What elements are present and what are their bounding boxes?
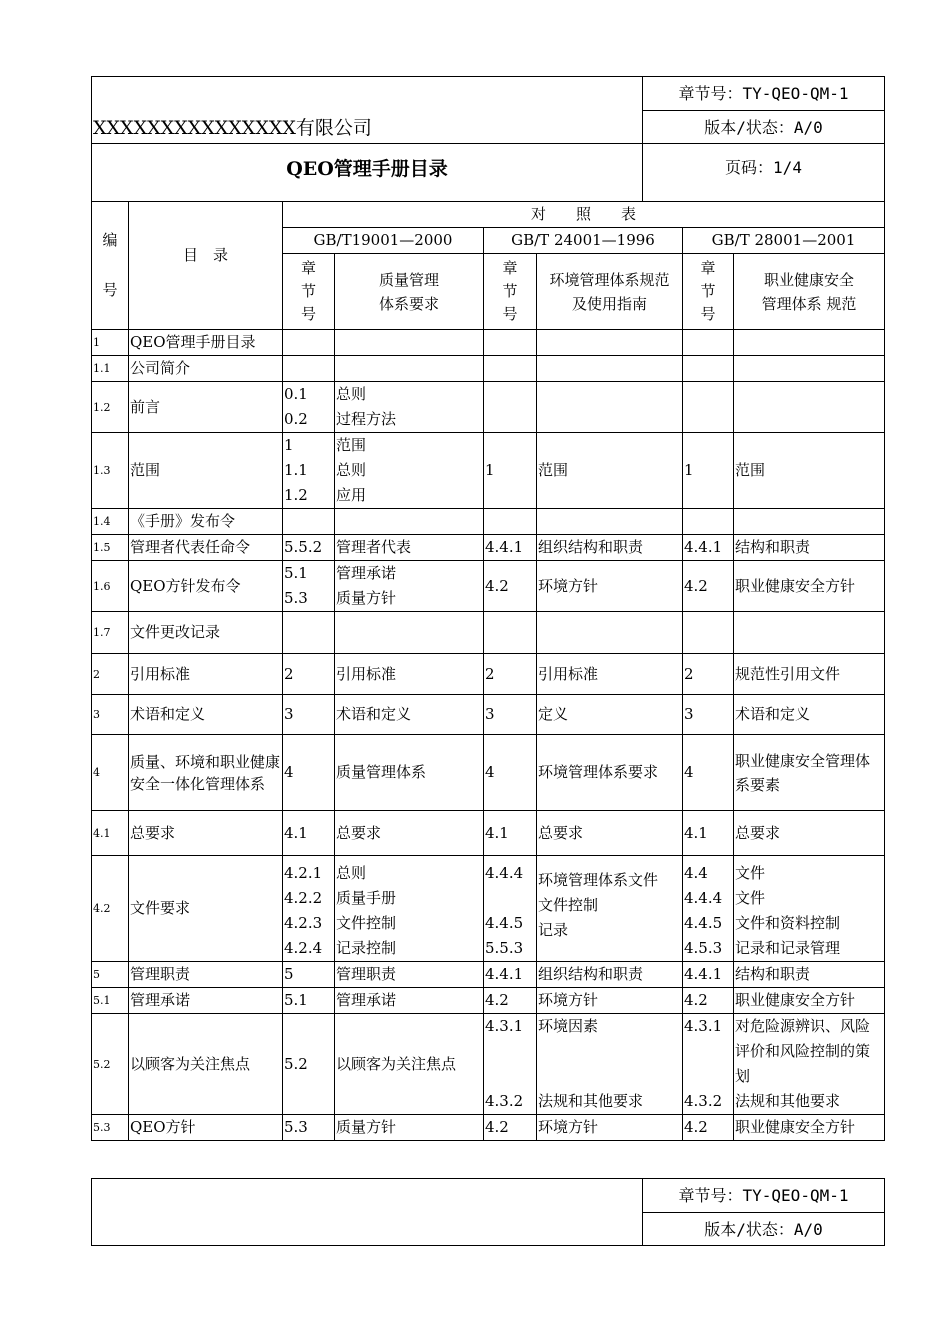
env-requirement bbox=[537, 509, 683, 535]
ohs-requirement: 结构和职责 bbox=[734, 535, 885, 561]
quality-chapter bbox=[283, 509, 335, 535]
row-title: 管理者代表任命令 bbox=[129, 535, 283, 561]
quality-requirement: 总要求 bbox=[335, 811, 484, 856]
column-header-ohs-req: 职业健康安全 管理体系 规范 bbox=[734, 254, 885, 330]
quality-chapter: 5.1 bbox=[283, 988, 335, 1014]
table-row bbox=[92, 735, 885, 811]
table-row bbox=[92, 811, 885, 856]
row-number: 4 bbox=[92, 735, 129, 811]
ohs-requirement: 对危险源辨识、风险评价和风险控制的策划 法规和其他要求 bbox=[734, 1014, 885, 1115]
column-header-chapter-e: 章 节 号 bbox=[484, 254, 537, 330]
row-title: QEO方针 bbox=[129, 1115, 283, 1141]
header-table bbox=[91, 76, 885, 202]
column-header-quality-req: 质量管理 体系要求 bbox=[335, 254, 484, 330]
table-row bbox=[92, 356, 885, 382]
row-number: 1.7 bbox=[92, 612, 129, 654]
company-name: XXXXXXXXXXXXXXX有限公司 bbox=[92, 77, 643, 144]
row-title: 引用标准 bbox=[129, 654, 283, 695]
footer-version-status: 版本/状态：A/0 bbox=[643, 1213, 885, 1246]
env-requirement: 组织结构和职责 bbox=[537, 962, 683, 988]
table-row bbox=[92, 1014, 885, 1115]
ohs-chapter: 4.2 bbox=[683, 1115, 734, 1141]
env-requirement: 环境管理体系要求 bbox=[537, 735, 683, 811]
row-title: 管理承诺 bbox=[129, 988, 283, 1014]
quality-requirement: 管理承诺 质量方针 bbox=[335, 561, 484, 612]
ohs-requirement bbox=[734, 612, 885, 654]
env-requirement: 环境管理体系文件 文件控制 记录 bbox=[537, 856, 683, 962]
env-chapter bbox=[484, 509, 537, 535]
quality-chapter: 2 bbox=[283, 654, 335, 695]
ohs-chapter bbox=[683, 356, 734, 382]
row-number: 1.2 bbox=[92, 382, 129, 433]
quality-chapter: 0.1 0.2 bbox=[283, 382, 335, 433]
ohs-chapter: 4.2 bbox=[683, 561, 734, 612]
env-chapter: 4 bbox=[484, 735, 537, 811]
ohs-requirement bbox=[734, 330, 885, 356]
row-number: 3 bbox=[92, 695, 129, 735]
quality-chapter: 5.2 bbox=[283, 1014, 335, 1115]
ohs-requirement: 职业健康安全方针 bbox=[734, 988, 885, 1014]
quality-chapter: 5 bbox=[283, 962, 335, 988]
table-row bbox=[92, 330, 885, 356]
row-title: 管理职责 bbox=[129, 962, 283, 988]
row-title: 以顾客为关注焦点 bbox=[129, 1014, 283, 1115]
env-requirement: 总要求 bbox=[537, 811, 683, 856]
column-header-chapter-o: 章 节 号 bbox=[683, 254, 734, 330]
quality-chapter: 5.3 bbox=[283, 1115, 335, 1141]
table-row bbox=[92, 433, 885, 509]
quality-chapter: 3 bbox=[283, 695, 335, 735]
ohs-requirement bbox=[734, 382, 885, 433]
quality-requirement bbox=[335, 612, 484, 654]
column-header-no: 编 号 bbox=[92, 202, 129, 330]
env-chapter bbox=[484, 382, 537, 433]
row-number: 4.2 bbox=[92, 856, 129, 962]
row-title: QEO方针发布令 bbox=[129, 561, 283, 612]
ohs-requirement: 职业健康安全方针 bbox=[734, 1115, 885, 1141]
quality-requirement bbox=[335, 356, 484, 382]
row-title: QEO管理手册目录 bbox=[129, 330, 283, 356]
page-title: QEO管理手册目录 bbox=[92, 144, 643, 202]
env-chapter: 4.2 bbox=[484, 1115, 537, 1141]
ohs-chapter bbox=[683, 330, 734, 356]
quality-requirement: 总则 质量手册 文件控制 记录控制 bbox=[335, 856, 484, 962]
quality-requirement: 质量方针 bbox=[335, 1115, 484, 1141]
chapter-number: 章节号：TY-QEO-QM-1 bbox=[643, 77, 885, 111]
row-number: 5.3 bbox=[92, 1115, 129, 1141]
row-number: 5.2 bbox=[92, 1014, 129, 1115]
env-chapter: 4.3.1 4.3.2 bbox=[484, 1014, 537, 1115]
row-title: 文件更改记录 bbox=[129, 612, 283, 654]
row-number: 2 bbox=[92, 654, 129, 695]
quality-chapter bbox=[283, 330, 335, 356]
ohs-chapter bbox=[683, 612, 734, 654]
ohs-requirement: 范围 bbox=[734, 433, 885, 509]
env-chapter: 4.4.1 bbox=[484, 535, 537, 561]
ohs-chapter: 4.1 bbox=[683, 811, 734, 856]
row-title: 术语和定义 bbox=[129, 695, 283, 735]
row-number: 5 bbox=[92, 962, 129, 988]
quality-chapter: 4.1 bbox=[283, 811, 335, 856]
env-requirement: 环境因素 法规和其他要求 bbox=[537, 1014, 683, 1115]
table-row bbox=[92, 612, 885, 654]
ohs-requirement bbox=[734, 356, 885, 382]
footer-table bbox=[91, 1178, 885, 1246]
ohs-requirement: 职业健康安全方针 bbox=[734, 561, 885, 612]
column-header-compare: 对 照 表 bbox=[283, 202, 885, 228]
env-requirement: 环境方针 bbox=[537, 988, 683, 1014]
env-requirement: 组织结构和职责 bbox=[537, 535, 683, 561]
quality-chapter: 4.2.1 4.2.2 4.2.3 4.2.4 bbox=[283, 856, 335, 962]
env-chapter: 4.1 bbox=[484, 811, 537, 856]
table-row bbox=[92, 1115, 885, 1141]
row-title: 文件要求 bbox=[129, 856, 283, 962]
standard-gb28001: GB/T 28001—2001 bbox=[683, 228, 885, 254]
env-requirement: 定义 bbox=[537, 695, 683, 735]
env-chapter: 4.4.4 4.4.5 5.5.3 bbox=[484, 856, 537, 962]
quality-chapter: 4 bbox=[283, 735, 335, 811]
env-chapter: 1 bbox=[484, 433, 537, 509]
table-row bbox=[92, 382, 885, 433]
quality-requirement: 管理职责 bbox=[335, 962, 484, 988]
ohs-requirement: 文件 文件 文件和资料控制 记录和记录管理 bbox=[734, 856, 885, 962]
table-row bbox=[92, 561, 885, 612]
ohs-chapter: 1 bbox=[683, 433, 734, 509]
row-number: 1.5 bbox=[92, 535, 129, 561]
row-number: 4.1 bbox=[92, 811, 129, 856]
column-header-chapter-q: 章 节 号 bbox=[283, 254, 335, 330]
row-number: 1 bbox=[92, 330, 129, 356]
row-number: 1.6 bbox=[92, 561, 129, 612]
column-header-env-req: 环境管理体系规范 及使用指南 bbox=[537, 254, 683, 330]
quality-requirement: 以顾客为关注焦点 bbox=[335, 1014, 484, 1115]
standard-gb19001: GB/T19001—2000 bbox=[283, 228, 484, 254]
quality-requirement: 引用标准 bbox=[335, 654, 484, 695]
quality-requirement: 总则 过程方法 bbox=[335, 382, 484, 433]
env-chapter bbox=[484, 356, 537, 382]
row-title: 质量、环境和职业健康安全一体化管理体系 bbox=[129, 735, 283, 811]
ohs-chapter bbox=[683, 509, 734, 535]
env-chapter bbox=[484, 612, 537, 654]
env-requirement bbox=[537, 612, 683, 654]
ohs-chapter: 2 bbox=[683, 654, 734, 695]
table-row bbox=[92, 695, 885, 735]
footer-blank bbox=[92, 1179, 643, 1246]
ohs-requirement: 总要求 bbox=[734, 811, 885, 856]
ohs-chapter: 4.2 bbox=[683, 988, 734, 1014]
row-title: 范围 bbox=[129, 433, 283, 509]
env-chapter: 4.2 bbox=[484, 561, 537, 612]
ohs-chapter: 4.4 4.4.4 4.4.5 4.5.3 bbox=[683, 856, 734, 962]
quality-requirement: 管理者代表 bbox=[335, 535, 484, 561]
ohs-requirement: 职业健康安全管理体系要素 bbox=[734, 735, 885, 811]
row-title: 前言 bbox=[129, 382, 283, 433]
quality-chapter bbox=[283, 356, 335, 382]
env-requirement: 范围 bbox=[537, 433, 683, 509]
table-row bbox=[92, 856, 885, 962]
version-status: 版本/状态：A/0 bbox=[643, 111, 885, 144]
page-number: 页码：1/4 bbox=[643, 144, 885, 202]
quality-requirement: 管理承诺 bbox=[335, 988, 484, 1014]
table-row bbox=[92, 962, 885, 988]
table-row bbox=[92, 535, 885, 561]
footer-chapter-number: 章节号：TY-QEO-QM-1 bbox=[643, 1179, 885, 1213]
column-header-toc: 目 录 bbox=[129, 202, 283, 330]
quality-requirement: 术语和定义 bbox=[335, 695, 484, 735]
quality-chapter: 1 1.1 1.2 bbox=[283, 433, 335, 509]
row-title: 公司简介 bbox=[129, 356, 283, 382]
row-number: 1.1 bbox=[92, 356, 129, 382]
env-chapter: 3 bbox=[484, 695, 537, 735]
env-requirement: 引用标准 bbox=[537, 654, 683, 695]
ohs-chapter: 4.4.1 bbox=[683, 535, 734, 561]
env-chapter bbox=[484, 330, 537, 356]
ohs-requirement: 结构和职责 bbox=[734, 962, 885, 988]
quality-requirement bbox=[335, 330, 484, 356]
env-requirement bbox=[537, 330, 683, 356]
env-chapter: 4.4.1 bbox=[484, 962, 537, 988]
env-requirement bbox=[537, 356, 683, 382]
quality-chapter: 5.1 5.3 bbox=[283, 561, 335, 612]
ohs-requirement: 术语和定义 bbox=[734, 695, 885, 735]
ohs-chapter: 4.3.1 4.3.2 bbox=[683, 1014, 734, 1115]
row-title: 总要求 bbox=[129, 811, 283, 856]
env-requirement: 环境方针 bbox=[537, 1115, 683, 1141]
env-requirement: 环境方针 bbox=[537, 561, 683, 612]
toc-table bbox=[91, 201, 885, 1141]
table-row bbox=[92, 654, 885, 695]
row-title: 《手册》发布令 bbox=[129, 509, 283, 535]
env-chapter: 4.2 bbox=[484, 988, 537, 1014]
table-row bbox=[92, 509, 885, 535]
row-number: 1.4 bbox=[92, 509, 129, 535]
quality-requirement: 范围 总则 应用 bbox=[335, 433, 484, 509]
table-row bbox=[92, 988, 885, 1014]
ohs-chapter bbox=[683, 382, 734, 433]
env-requirement bbox=[537, 382, 683, 433]
ohs-requirement: 规范性引用文件 bbox=[734, 654, 885, 695]
row-number: 5.1 bbox=[92, 988, 129, 1014]
env-chapter: 2 bbox=[484, 654, 537, 695]
row-number: 1.3 bbox=[92, 433, 129, 509]
ohs-chapter: 4.4.1 bbox=[683, 962, 734, 988]
quality-chapter bbox=[283, 612, 335, 654]
quality-requirement bbox=[335, 509, 484, 535]
ohs-chapter: 3 bbox=[683, 695, 734, 735]
quality-chapter: 5.5.2 bbox=[283, 535, 335, 561]
quality-requirement: 质量管理体系 bbox=[335, 735, 484, 811]
ohs-chapter: 4 bbox=[683, 735, 734, 811]
standard-gb24001: GB/T 24001—1996 bbox=[484, 228, 683, 254]
ohs-requirement bbox=[734, 509, 885, 535]
